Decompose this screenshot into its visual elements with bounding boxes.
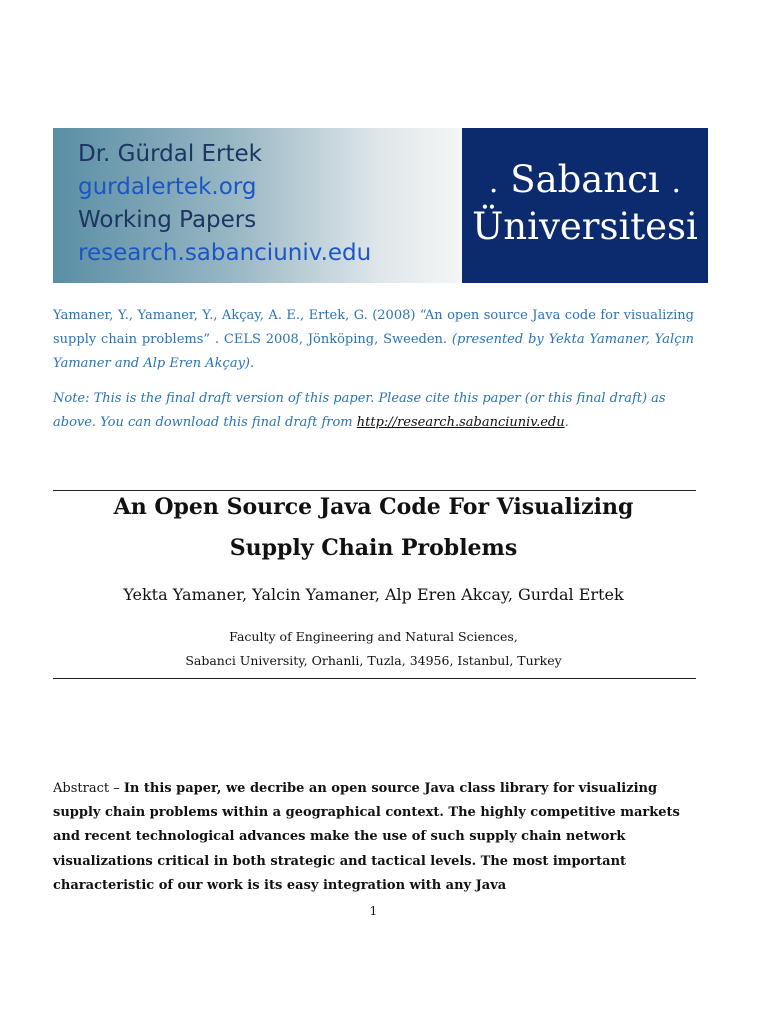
abstract-body: In this paper, we decribe an open source Java class library for visualizing supply chain problems within a geographical context. The highly competitive markets and recent technological advances make the use of such supply chain network visualizations critical in both strategic and tactical levels. The most important characteristic of our work is its easy integration with any Java: [53, 781, 680, 893]
draft-note: Note: This is the final draft version of this paper. Please cite this paper (or this final draft) as above. You can download this final draft from http://research.sabanciuniv.edu.: [53, 391, 666, 430]
author-website: gurdalertek.org: [78, 174, 257, 200]
affiliation-line2: Sabanci University, Orhanli, Tuzla, 34956, Istanbul, Turkey: [185, 653, 562, 668]
paper-title: [53, 487, 694, 569]
university-logo-line2: Üniversitesi: [472, 205, 698, 248]
paper-authors: Yekta Yamaner, Yalcin Yamaner, Alp Eren Akcay, Gurdal Ertek: [123, 585, 624, 604]
abstract: [53, 777, 696, 898]
citation-text: Yamaner, Y., Yamaner, Y., Akçay, A. E., Ertek, G. (2008) “An open source Java code for visualizing supply chain problems” . CELS 2008, Jönköping, Sweeden. (presented by Yekta Yamaner, Yalçın Yamaner and Alp Eren Akçay).: [53, 308, 695, 371]
title-bottom-rule: [53, 678, 696, 679]
repository-url: research.sabanciuniv.edu: [78, 240, 372, 266]
university-logo-line1: . Sabancı .: [488, 158, 682, 201]
working-papers-label: Working Papers: [78, 207, 257, 233]
abstract-label: Abstract –: [53, 781, 124, 796]
header-banner: [53, 128, 708, 283]
repository-link[interactable]: http://research.sabanciuniv.edu: [356, 415, 565, 430]
page-number: 1: [369, 904, 378, 918]
paper-title-line2: Supply Chain Problems: [229, 535, 518, 561]
affiliation-line1: Faculty of Engineering and Natural Sciences,: [229, 629, 518, 644]
author-name: Dr. Gürdal Ertek: [78, 141, 262, 167]
presented-by: (presented by Yekta Yamaner, Yalçın Yamaner and Alp Eren Akçay): [53, 332, 695, 371]
paper-title-line1: An Open Source Java Code For Visualizing: [113, 494, 634, 520]
affiliation: [53, 625, 694, 673]
author-info-panel: [53, 128, 462, 283]
university-logo: [462, 128, 708, 283]
